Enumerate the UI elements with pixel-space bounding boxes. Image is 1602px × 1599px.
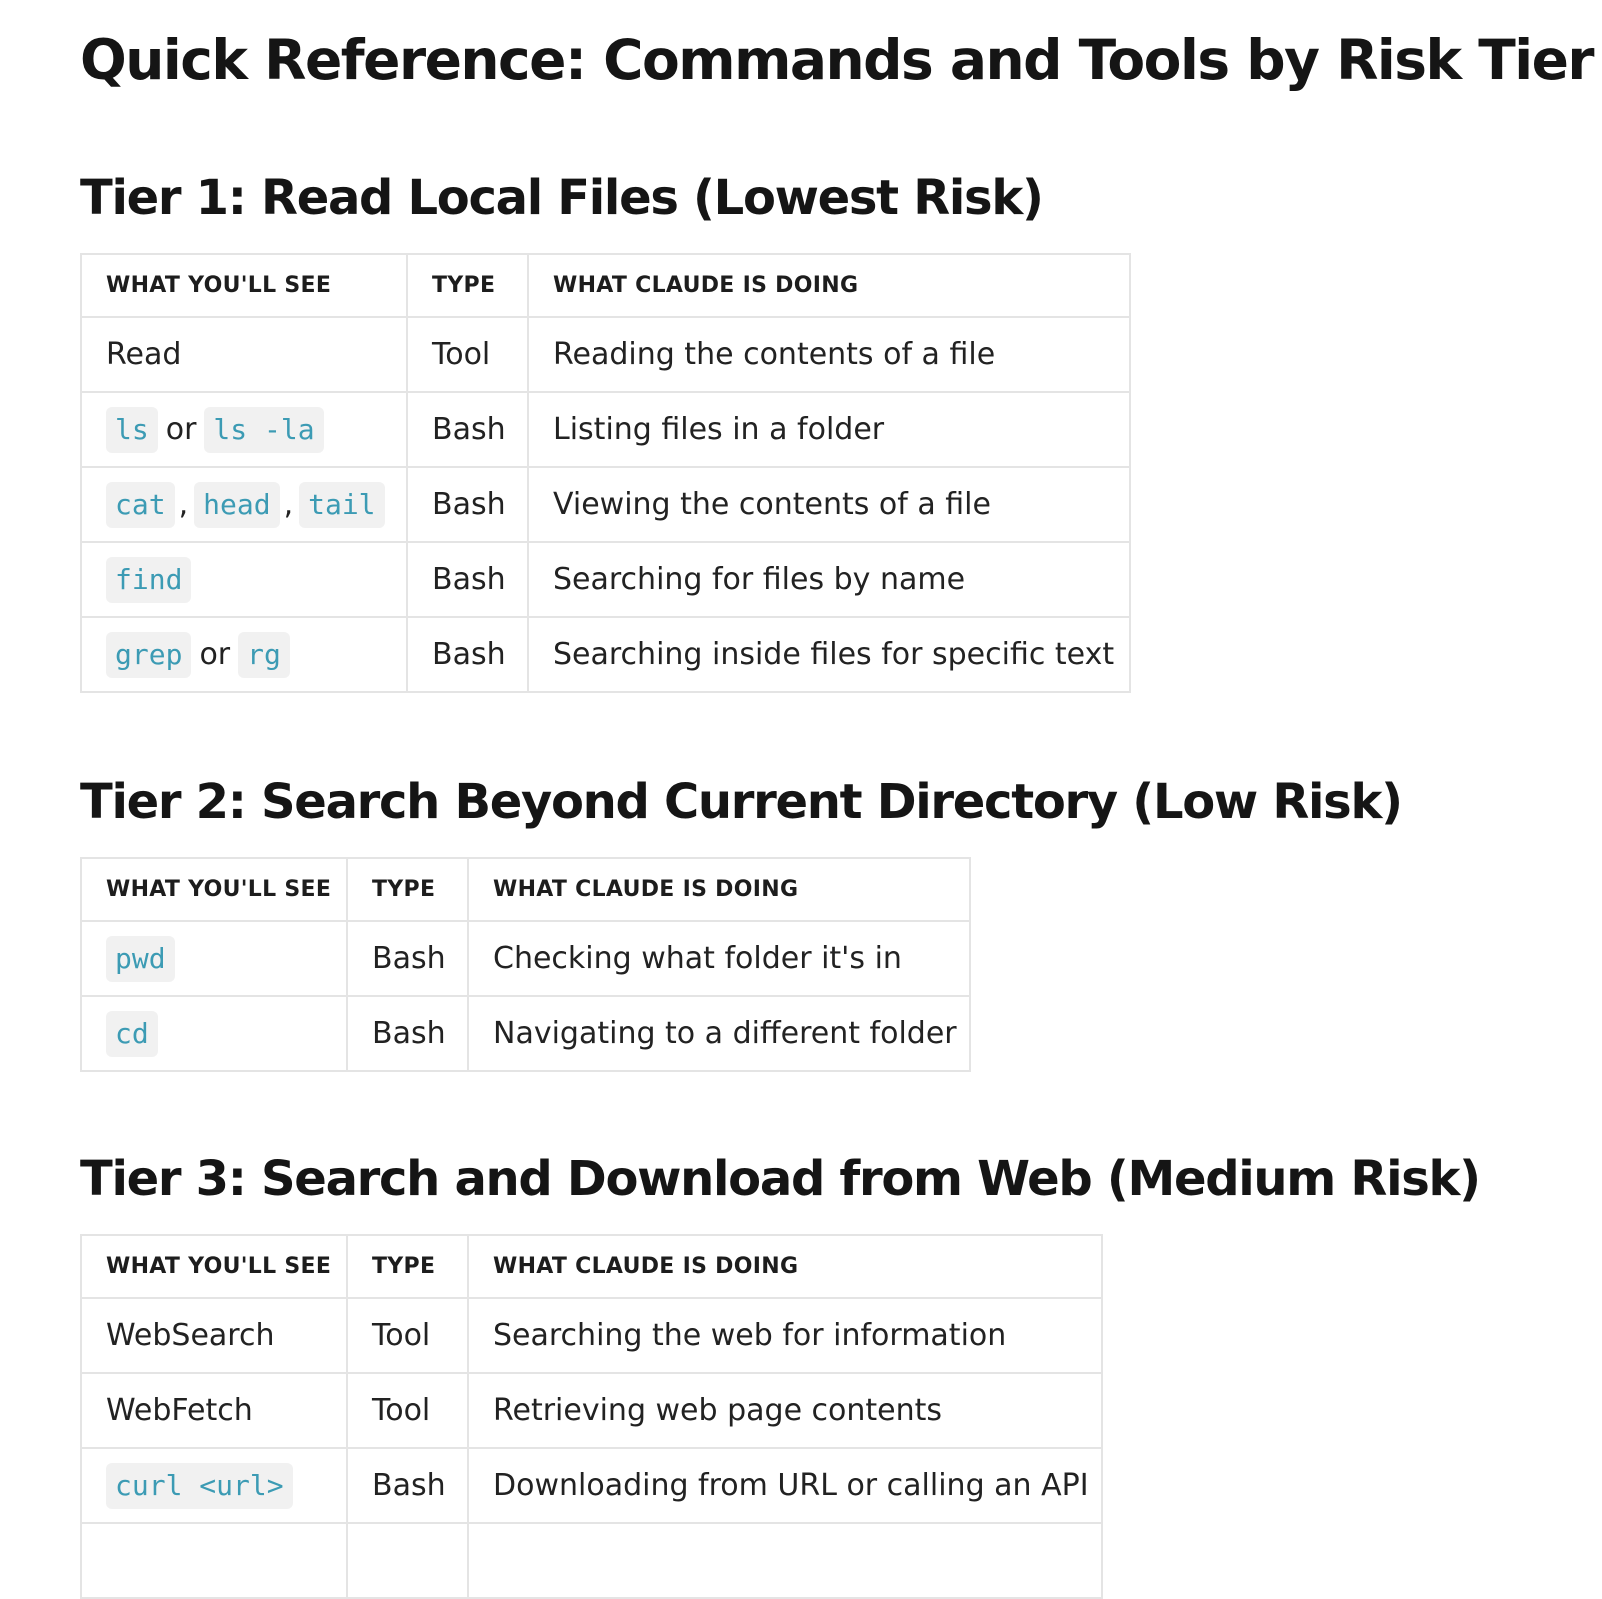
tier1-table: [80, 253, 1131, 693]
column-header-what-claude-is-doing: WHAT CLAUDE IS DOING: [528, 254, 1130, 317]
tool-name: WebFetch: [106, 1393, 253, 1428]
table-row: [81, 1448, 1102, 1523]
cell-type: Bash: [347, 1448, 468, 1523]
table-row: [81, 467, 1130, 542]
separator-text: ,: [283, 486, 294, 522]
cell-what-you-see: [81, 1373, 347, 1448]
tier3-title: Tier 3: Search and Download from Web (Medium Risk): [80, 1151, 1480, 1207]
cell-what-you-see: [81, 617, 407, 692]
cell-description: Searching inside files for specific text: [528, 617, 1130, 692]
cell-what-you-see: [81, 542, 407, 617]
table-row: [81, 617, 1130, 692]
table-row: [81, 921, 970, 996]
cell-what-you-see: [81, 921, 347, 996]
cell-type: Tool: [347, 1298, 468, 1373]
tool-name: Read: [106, 337, 182, 372]
table-row: [81, 542, 1130, 617]
cell-description: Searching for files by name: [528, 542, 1130, 617]
table-header-row: [81, 1235, 1102, 1298]
inline-code: find: [106, 557, 191, 603]
table-row: [81, 392, 1130, 467]
cell-description: Searching the web for information: [468, 1298, 1102, 1373]
cell-what-you-see: [81, 317, 407, 392]
cell-what-you-see: [81, 1298, 347, 1373]
inline-code: tail: [299, 482, 384, 528]
cell-type: Bash: [407, 392, 528, 467]
table-row: [81, 996, 970, 1071]
inline-code: rg: [238, 632, 290, 678]
column-header-type: TYPE: [407, 254, 528, 317]
cell-description: Reading the contents of a file: [528, 317, 1130, 392]
cell-what-you-see: [81, 467, 407, 542]
cell-type: Tool: [347, 1373, 468, 1448]
cell-type: Bash: [347, 996, 468, 1071]
table-row: [81, 1523, 1102, 1598]
tool-name: WebSearch: [106, 1318, 275, 1353]
table-header-row: [81, 858, 970, 921]
column-header-type: TYPE: [347, 858, 468, 921]
cell-description: Navigating to a different folder: [468, 996, 970, 1071]
table-header-row: [81, 254, 1130, 317]
inline-code: ls: [106, 407, 158, 453]
tier3-table: [80, 1234, 1103, 1599]
cell-type: Bash: [407, 617, 528, 692]
tier2-title: Tier 2: Search Beyond Current Directory (Low Risk): [80, 774, 1402, 830]
table-row: [81, 1298, 1102, 1373]
cell-type: Bash: [407, 467, 528, 542]
cell-type: Tool: [407, 317, 528, 392]
column-header-what-you-see: WHAT YOU'LL SEE: [81, 254, 407, 317]
column-header-what-claude-is-doing: WHAT CLAUDE IS DOING: [468, 858, 970, 921]
cell-description: Downloading from URL or calling an API: [468, 1448, 1102, 1523]
separator-text: ,: [178, 486, 189, 522]
column-header-what-you-see: WHAT YOU'LL SEE: [81, 1235, 347, 1298]
cell-description: Viewing the contents of a file: [528, 467, 1130, 542]
cell-type: [347, 1523, 468, 1598]
column-header-what-claude-is-doing: WHAT CLAUDE IS DOING: [468, 1235, 1102, 1298]
inline-code: head: [194, 482, 279, 528]
tier2-table: [80, 857, 971, 1072]
cell-description: Checking what folder it's in: [468, 921, 970, 996]
column-header-what-you-see: WHAT YOU'LL SEE: [81, 858, 347, 921]
separator-text: or: [165, 411, 197, 447]
cell-type: Bash: [347, 921, 468, 996]
column-header-type: TYPE: [347, 1235, 468, 1298]
cell-description: Listing files in a folder: [528, 392, 1130, 467]
cell-what-you-see: [81, 996, 347, 1071]
cell-what-you-see: [81, 1448, 347, 1523]
table-row: [81, 1373, 1102, 1448]
cell-type: Bash: [407, 542, 528, 617]
cell-what-you-see: [81, 1523, 347, 1598]
cell-description: Retrieving web page contents: [468, 1373, 1102, 1448]
table-row: [81, 317, 1130, 392]
page-title: Quick Reference: Commands and Tools by Risk Tier: [80, 28, 1594, 92]
cell-description: [468, 1523, 1102, 1598]
separator-text: or: [199, 636, 231, 672]
inline-code: cat: [106, 482, 175, 528]
inline-code: ls -la: [204, 407, 323, 453]
inline-code: cd: [106, 1011, 158, 1057]
inline-code: grep: [106, 632, 191, 678]
inline-code: pwd: [106, 936, 175, 982]
cell-what-you-see: [81, 392, 407, 467]
tier1-title: Tier 1: Read Local Files (Lowest Risk): [80, 170, 1043, 226]
inline-code: curl <url>: [106, 1463, 293, 1509]
